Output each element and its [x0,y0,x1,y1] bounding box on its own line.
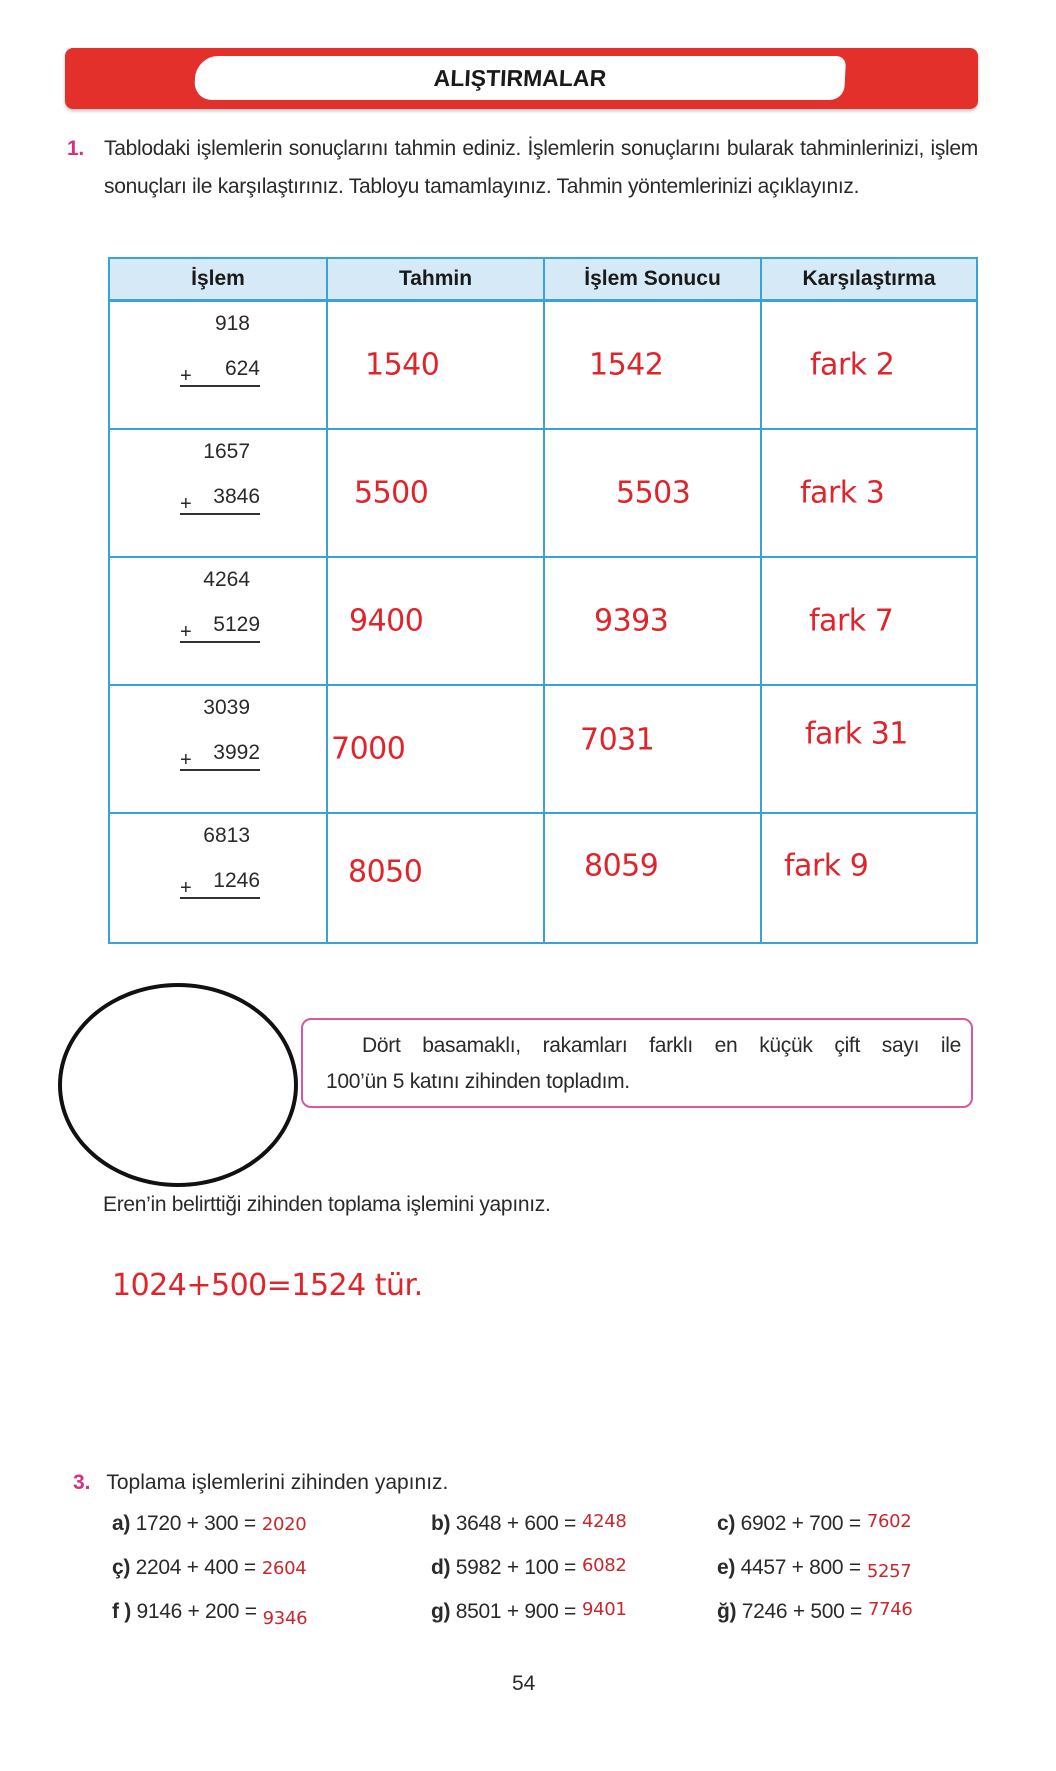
addend-1: 3039 [203,696,250,719]
tahmin-answer: 9400 [349,603,424,639]
item-answer: 9401 [581,1599,627,1620]
tahmin-cell [328,302,545,428]
item-label: c) [717,1512,736,1535]
item-answer: 6082 [581,1555,627,1576]
exercise-item [431,1556,627,1580]
item-expression: 2204 + 400 = [135,1556,256,1579]
exercise-item [112,1556,306,1580]
fark-cell [762,686,976,812]
question-2-prompt: Eren’in belirttiği zihinden toplama işlemini yapınız. [103,1193,551,1216]
sonuc-cell [545,430,762,556]
operation-cell [110,814,328,942]
question-number: 1. [67,137,84,160]
addend-2-value: 624 [224,357,260,380]
addend-1: 4264 [203,568,250,591]
tahmin-cell [328,430,545,556]
item-label: ğ) [717,1600,737,1623]
operation-cell [110,686,328,812]
item-label: f ) [112,1600,131,1623]
fark-answer: fark 7 [809,603,894,639]
addend-1: 6813 [203,824,250,847]
item-answer: 7746 [867,1599,913,1620]
plus-sign: + [180,493,192,515]
sonuc-cell [545,558,762,684]
item-answer: 2604 [261,1558,307,1579]
plus-sign: + [180,749,192,771]
addend-2 [180,613,260,643]
addend-2 [180,357,260,387]
operation-cell [110,430,328,556]
avatar-circle [58,983,298,1187]
item-expression: 8501 + 900 = [455,1600,576,1623]
exercise-item [717,1600,913,1624]
plus-sign: + [180,365,192,387]
sonuc-answer: 9393 [594,603,669,639]
sonuc-answer: 5503 [616,475,691,511]
addend-2-value: 3992 [213,741,260,764]
table-row [110,558,976,686]
question-text: Toplama işlemlerini zihinden yapınız. [106,1471,449,1494]
sonuc-cell [545,686,762,812]
addend-2-value: 3846 [213,485,260,508]
item-answer: 9346 [262,1608,308,1629]
plus-sign: + [180,877,192,899]
addend-2 [180,869,260,899]
table-row [110,814,976,942]
item-label: d) [431,1556,451,1579]
addend-2 [180,485,260,515]
exercise-item [717,1556,911,1580]
item-expression: 7246 + 500 = [741,1600,862,1623]
item-expression: 4457 + 800 = [740,1556,861,1579]
tahmin-answer: 8050 [348,854,423,890]
fark-answer: fark 2 [810,347,895,383]
fark-answer: fark 3 [800,475,885,511]
item-answer: 4248 [581,1511,627,1532]
addend-1: 1657 [203,440,250,463]
plus-sign: + [180,621,192,643]
tahmin-cell [328,686,545,812]
item-label: e) [717,1556,736,1579]
column-header: Tahmin [328,259,545,299]
speech-bubble [301,1018,973,1108]
sonuc-answer: 7031 [580,722,655,758]
column-header: İşlem [110,259,328,299]
item-label: g) [431,1600,451,1623]
bubble-line: Dört basamaklı, rakamları farklı en küçük çift sayı ile [362,1034,961,1057]
item-expression: 6902 + 700 = [740,1512,861,1535]
question-text: Tablodaki işlemlerin sonuçlarını tahmin ediniz. İşlemlerin sonuçlarını bularak tahminlerinizi, işlem sonuçları ile karşılaştırınız. Tabloyu tamamlayınız. Tahmin yöntemlerinizi açıklayınız. [104,137,978,198]
exercise-item [717,1512,911,1536]
sonuc-cell [545,814,762,942]
item-answer: 7602 [866,1511,912,1532]
item-answer: 5257 [866,1561,912,1582]
fark-cell [762,430,976,556]
table-row [110,430,976,558]
question-1 [67,130,979,198]
table-header [110,259,976,302]
question-3 [73,1471,448,1495]
fark-answer: fark 9 [784,848,869,884]
item-label: a) [112,1512,131,1535]
item-answer: 2020 [261,1514,307,1535]
column-header: Karşılaştırma [802,267,936,290]
exercise-item [112,1512,306,1536]
column-header: İşlem Sonucu [545,259,762,299]
table-row [110,302,976,430]
operation-cell [110,302,328,428]
exercise-item [112,1600,308,1629]
tahmin-cell [328,558,545,684]
tahmin-cell [328,814,545,942]
table-row [110,686,976,814]
addend-1: 918 [214,312,250,335]
estimation-table [108,257,978,944]
addend-2-value: 5129 [213,613,260,636]
section-banner [65,48,978,109]
sonuc-answer: 8059 [584,848,659,884]
question-2-answer: 1024+500=1524 tür. [112,1268,423,1303]
fark-cell [762,814,976,942]
fark-answer: fark 31 [805,716,908,752]
operation-cell [110,558,328,684]
bubble-line: 100’ün 5 katını zihinden topladım. [326,1070,630,1093]
tahmin-answer: 7000 [331,731,406,767]
fark-cell [762,558,976,684]
item-expression: 3648 + 600 = [455,1512,576,1535]
sonuc-answer: 1542 [589,347,664,383]
item-label: b) [431,1512,451,1535]
exercise-item [431,1600,627,1624]
item-expression: 9146 + 200 = [136,1600,257,1623]
fark-cell [762,302,976,428]
item-label: ç) [112,1556,131,1579]
page-number: 54 [512,1672,536,1695]
item-expression: 1720 + 300 = [135,1512,256,1535]
tahmin-answer: 1540 [365,347,440,383]
exercise-item [431,1512,627,1536]
question-number: 3. [73,1471,91,1494]
tahmin-answer: 5500 [354,475,429,511]
addend-2 [180,741,260,771]
item-expression: 5982 + 100 = [455,1556,576,1579]
sonuc-cell [545,302,762,428]
banner-title: ALIŞTIRMALAR [194,56,846,100]
addend-2-value: 1246 [213,869,260,892]
